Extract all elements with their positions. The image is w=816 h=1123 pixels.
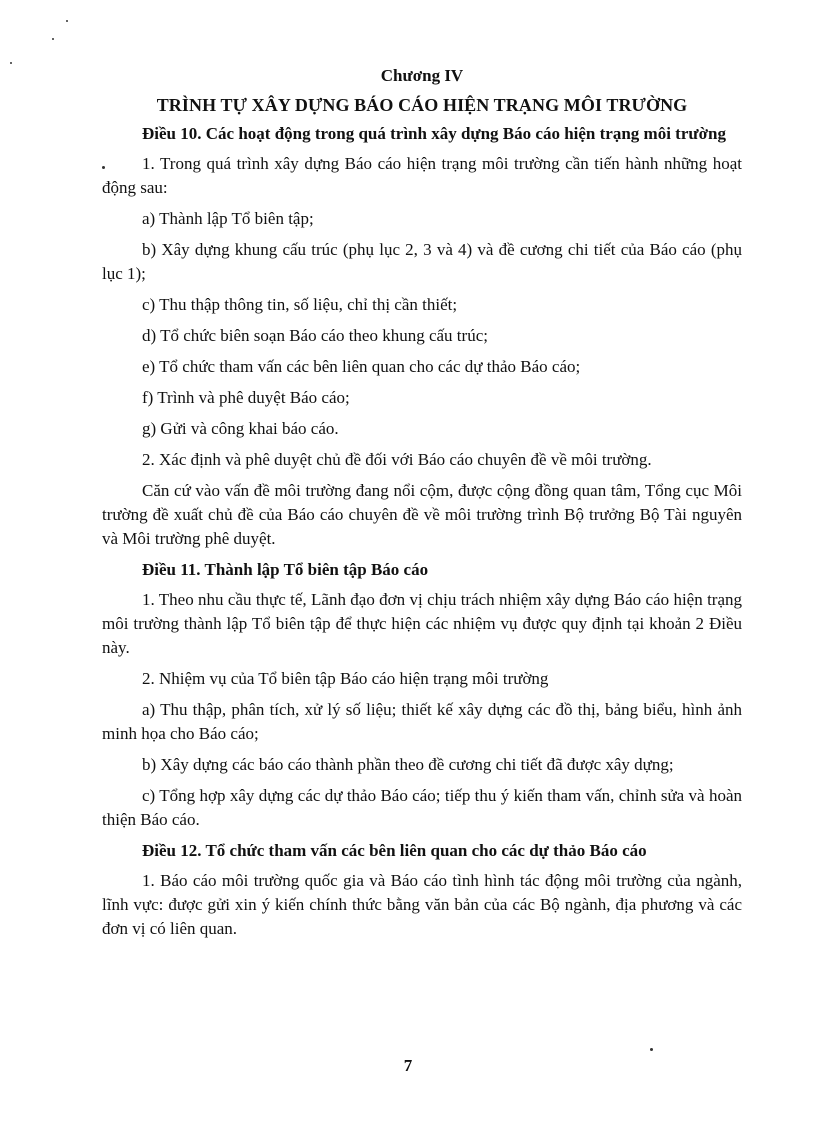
scan-speck: [10, 62, 12, 64]
article-10-item-b: b) Xây dựng khung cấu trúc (phụ lục 2, 3 và 4) và đề cương chi tiết của Báo cáo (phụ lục 1);: [102, 240, 742, 283]
article-11-item-a: a) Thu thập, phân tích, xử lý số liệu; thiết kế xây dựng các đồ thị, bảng biểu, hình ảnh minh họa cho Báo cáo;: [102, 700, 742, 743]
article-11-paragraph-1: 1. Theo nhu cầu thực tế, Lãnh đạo đơn vị chịu trách nhiệm xây dựng Báo cáo hiện trạng môi trường thành lập Tổ biên tập để thực hiện các nhiệm vụ được quy định tại khoản 2 Điều này.: [102, 590, 742, 657]
article-11-heading: Điều 11. Thành lập Tổ biên tập Báo cáo: [142, 560, 429, 579]
page-number: 7: [403, 1056, 413, 1075]
article-10-item-d: d) Tổ chức biên soạn Báo cáo theo khung cấu trúc;: [142, 326, 488, 345]
scan-speck: [102, 166, 105, 169]
scan-speck: [52, 38, 54, 40]
article-10-item-e: e) Tổ chức tham vấn các bên liên quan cho các dự thảo Báo cáo;: [142, 357, 581, 376]
article-11-paragraph-2: 2. Nhiệm vụ của Tổ biên tập Báo cáo hiện trạng môi trường: [142, 669, 549, 688]
article-12-heading: Điều 12. Tổ chức tham vấn các bên liên quan cho các dự thảo Báo cáo: [142, 841, 647, 860]
article-10-paragraph-3: Căn cứ vào vấn đề môi trường đang nổi cộm, được cộng đồng quan tâm, Tổng cục Môi trường đề xuất chủ đề của Báo cáo chuyên đề về môi trường trình Bộ trưởng Bộ Tài nguyên và Môi trường phê duyệt.: [102, 481, 742, 548]
article-11-item-c: c) Tổng hợp xây dựng các dự thảo Báo cáo; tiếp thu ý kiến tham vấn, chỉnh sửa và hoàn thiện Báo cáo.: [102, 786, 742, 829]
article-10-paragraph-1: 1. Trong quá trình xây dựng Báo cáo hiện trạng môi trường cần tiến hành những hoạt động sau:: [102, 154, 742, 197]
article-11-item-b: b) Xây dựng các báo cáo thành phần theo đề cương chi tiết đã được xây dựng;: [142, 755, 674, 774]
article-10-heading: Điều 10. Các hoạt động trong quá trình xây dựng Báo cáo hiện trạng môi trường: [142, 124, 726, 143]
chapter-heading: Chương IV: [380, 66, 464, 85]
document-page: [102, 64, 742, 948]
scan-speck: [66, 20, 68, 22]
article-10-item-c: c) Thu thập thông tin, số liệu, chỉ thị cần thiết;: [142, 295, 458, 314]
chapter-title: TRÌNH TỰ XÂY DỰNG BÁO CÁO HIỆN TRẠNG MÔI TRƯỜNG: [156, 95, 688, 115]
article-12-paragraph-1: 1. Báo cáo môi trường quốc gia và Báo cáo tình hình tác động môi trường của ngành, lĩnh vực: được gửi xin ý kiến chính thức bằng văn bản của các Bộ ngành, địa phương và các đơn vị có liên quan.: [102, 871, 742, 938]
scan-speck: [650, 1048, 653, 1051]
article-10-item-a: a) Thành lập Tổ biên tập;: [142, 209, 314, 228]
article-10-item-g: g) Gửi và công khai báo cáo.: [142, 419, 339, 438]
article-10-paragraph-2: 2. Xác định và phê duyệt chủ đề đối với Báo cáo chuyên đề về môi trường.: [142, 450, 652, 469]
article-10-item-f: f) Trình và phê duyệt Báo cáo;: [142, 388, 350, 407]
